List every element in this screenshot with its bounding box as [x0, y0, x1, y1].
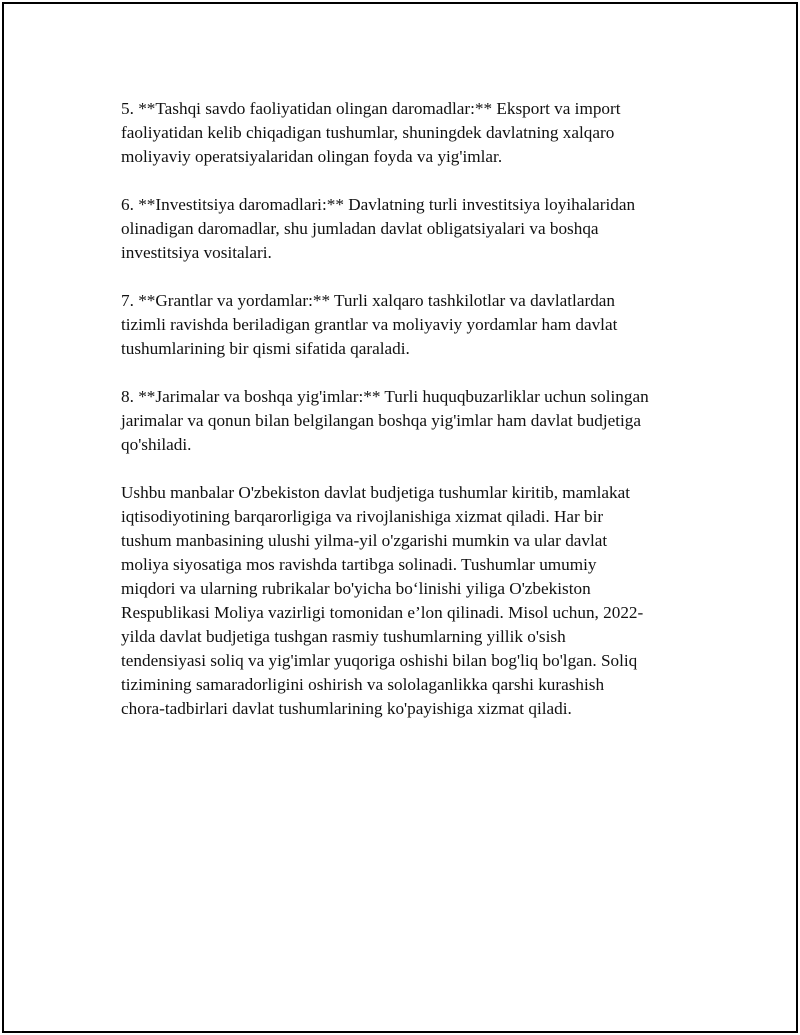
document-body — [121, 97, 693, 745]
paragraph-item-8: 8. **Jarimalar va boshqa yig'imlar:** Turli huquqbuzarliklar uchun solingan jarimalar va qonun bilan belgilangan boshqa yig'imlar ham davlat budjetiga qo'shiladi. — [121, 387, 649, 454]
paragraph-summary: Ushbu manbalar O'zbekiston davlat budjetiga tushumlar kiritib, mamlakat iqtisodiyotining barqarorligiga va rivojlanishiga xizmat qiladi. Har bir tushum manbasining ulushi yilma-yil o'zgarishi mumkin va ular davlat moliya siyosatiga mos ravishda tartibga solinadi. Tushumlar umumiy miqdori va ularning rubrikalar bo'yicha boʻlinishi yiliga O'zbekiston Respublikasi Moliya vazirligi tomonidan e’lon qilinadi. Misol uchun, 2022- yilda davlat budjetiga tushgan rasmiy tushumlarning yillik o'sish tendensiyasi soliq va yig'imlar yuqoriga oshishi bilan bog'liq bo'lgan. Soliq tizimining samaradorligini oshirish va sololaganlikka qarshi kurashish chora-tadbirlari davlat tushumlarining ko'payishiga xizmat qiladi. — [121, 483, 644, 718]
page-frame — [2, 2, 798, 1033]
paragraph-item-5: 5. **Tashqi savdo faoliyatidan olingan daromadlar:** Eksport va import faoliyatidan kelib chiqadigan tushumlar, shuningdek davlatning xalqaro moliyaviy operatsiyalaridan olingan foyda va yig'imlar. — [121, 99, 621, 166]
paragraph-item-7: 7. **Grantlar va yordamlar:** Turli xalqaro tashkilotlar va davlatlardan tizimli ravishda beriladigan grantlar va moliyaviy yordamlar ham davlat tushumlarining bir qismi sifatida qaraladi. — [121, 291, 618, 358]
paragraph-item-6: 6. **Investitsiya daromadlari:** Davlatning turli investitsiya loyihalaridan olinadigan daromadlar, shu jumladan davlat obligatsiyalari va boshqa investitsiya vositalari. — [121, 195, 636, 262]
